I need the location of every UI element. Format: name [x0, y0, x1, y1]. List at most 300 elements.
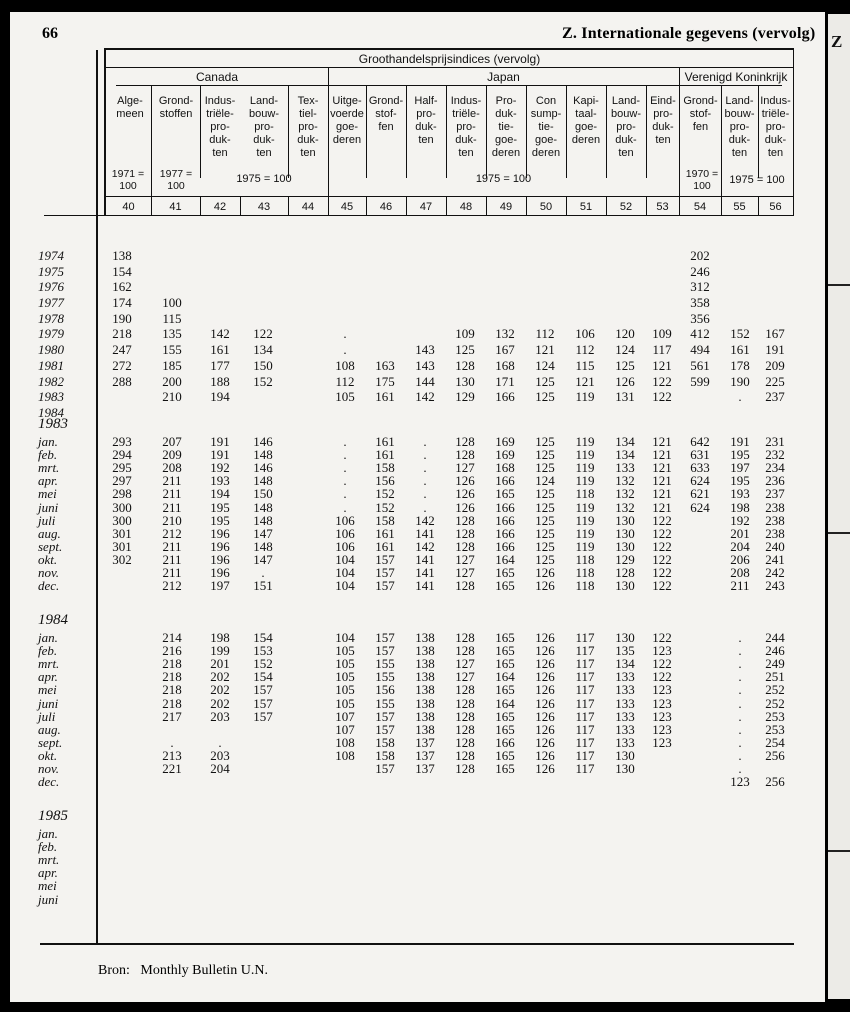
cell-col-50: 121 [535, 342, 555, 357]
cell-col-53: 121 [652, 486, 672, 501]
cell-col-51: 118 [575, 578, 595, 593]
cell-col-54: 246 [690, 264, 710, 279]
cell-col-42: 193 [210, 473, 230, 488]
cell-col-42: 196 [210, 552, 230, 567]
cell-col-46: 156 [375, 682, 395, 697]
binding-mark [828, 284, 850, 286]
cell-col-45: 107 [335, 709, 355, 724]
base-label-uk: 1975 = 100 [729, 174, 785, 186]
month-row-label: jan. [38, 630, 58, 645]
cell-col-54: 599 [690, 374, 710, 389]
cell-col-49: 167 [495, 342, 515, 357]
cell-col-50: 126 [535, 669, 555, 684]
month-row-label: jan. [38, 826, 58, 841]
cell-col-50: 126 [535, 748, 555, 763]
cell-col-50: 125 [535, 389, 555, 404]
cell-col-42: 198 [210, 630, 230, 645]
cell-col-54: 412 [690, 326, 710, 341]
year-row-label: 1976 [38, 279, 64, 294]
col-header-45: Uitge- voerde goe- deren [330, 95, 364, 146]
cell-col-50: 125 [535, 526, 555, 541]
cell-col-42: 191 [210, 434, 230, 449]
cell-col-50: 126 [535, 696, 555, 711]
cell-col-56: 246 [765, 643, 785, 658]
year-row-label: 1977 [38, 295, 64, 310]
month-row-label: jan. [38, 434, 58, 449]
cell-col-46: 161 [375, 434, 395, 449]
cell-col-51: 119 [575, 539, 595, 554]
cell-col-46: 157 [375, 552, 395, 567]
cell-col-50: 126 [535, 761, 555, 776]
cell-col-56: 242 [765, 565, 785, 580]
year-row-label: 1980 [38, 342, 64, 357]
cell-col-52: 133 [615, 669, 635, 684]
cell-col-42: 203 [210, 709, 230, 724]
cell-col-50: 126 [535, 709, 555, 724]
cell-col-41: 212 [162, 526, 182, 541]
cell-col-47: 137 [415, 735, 435, 750]
cell-col-41: 208 [162, 460, 182, 475]
base-label-canada: 1975 = 100 [236, 173, 292, 185]
column-number: 50 [539, 201, 553, 213]
cell-col-46: 161 [375, 389, 395, 404]
cell-col-47: . [423, 486, 427, 501]
cell-col-48: 128 [455, 513, 475, 528]
cell-col-49: 164 [495, 552, 515, 567]
cell-col-56: 253 [765, 709, 785, 724]
cell-col-52: 134 [615, 434, 635, 449]
cell-col-56: 252 [765, 682, 785, 697]
cell-col-55: . [738, 761, 742, 776]
cell-col-52: 130 [615, 748, 635, 763]
cell-col-41: 211 [162, 473, 182, 488]
cell-col-55: . [738, 722, 742, 737]
cell-col-46: 158 [375, 748, 395, 763]
cell-col-43: 153 [253, 643, 273, 658]
cell-col-46: 157 [375, 761, 395, 776]
cell-col-45: 105 [335, 696, 355, 711]
month-row-label: mei [38, 878, 57, 893]
cell-col-45: 107 [335, 722, 355, 737]
cell-col-46: 175 [375, 374, 395, 389]
cell-col-56: 253 [765, 722, 785, 737]
cell-col-54: 621 [690, 486, 710, 501]
cell-col-43: 134 [253, 342, 273, 357]
cell-col-52: 130 [615, 539, 635, 554]
cell-col-51: 119 [575, 526, 595, 541]
cell-col-51: 118 [575, 552, 595, 567]
cell-col-48: 128 [455, 709, 475, 724]
column-number: 52 [619, 201, 633, 213]
cell-col-55: 195 [730, 447, 750, 462]
cell-col-56: 238 [765, 526, 785, 541]
year-row-label: 1981 [38, 358, 64, 373]
cell-col-43: 151 [253, 578, 273, 593]
cell-col-45: . [343, 342, 347, 357]
cell-col-42: 161 [210, 342, 230, 357]
cell-col-49: 165 [495, 630, 515, 645]
cell-col-52: 130 [615, 526, 635, 541]
cell-col-42: 197 [210, 578, 230, 593]
cell-col-51: 118 [575, 486, 595, 501]
col-header-50: Con sump- tie- goe- deren [530, 95, 562, 159]
cell-col-41: 212 [162, 578, 182, 593]
cell-col-54: 624 [690, 500, 710, 515]
cell-col-54: 312 [690, 279, 710, 294]
cell-col-45: 106 [335, 526, 355, 541]
cell-col-47: 138 [415, 643, 435, 658]
cell-col-41: 100 [162, 295, 182, 310]
month-row-label: juli [38, 513, 56, 528]
month-row-label: aug. [38, 722, 61, 737]
cell-col-52: 133 [615, 460, 635, 475]
cell-col-55: . [738, 696, 742, 711]
group-header-uk: Verenigd Koninkrijk [684, 70, 788, 84]
cell-col-48: 128 [455, 447, 475, 462]
cell-col-55: 161 [730, 342, 750, 357]
cell-col-50: 124 [535, 473, 555, 488]
col-header-49: Pro- duk- tie- goe- deren [491, 95, 521, 159]
cell-col-56: 237 [765, 486, 785, 501]
col-header-52: Land- bouw- pro- duk- ten [611, 95, 641, 159]
cell-col-46: 157 [375, 565, 395, 580]
cell-col-50: 125 [535, 447, 555, 462]
month-row-label: mrt. [38, 852, 60, 867]
cell-col-47: . [423, 434, 427, 449]
cell-col-53: 122 [652, 578, 672, 593]
year-row-label: 1974 [38, 248, 64, 263]
cell-col-52: 130 [615, 513, 635, 528]
cell-col-40: 138 [112, 248, 132, 263]
cell-col-56: 249 [765, 656, 785, 671]
cell-col-52: 125 [615, 358, 635, 373]
cell-col-47: 138 [415, 682, 435, 697]
group-header-japan: Japan [487, 70, 520, 84]
cell-col-43: 148 [253, 447, 273, 462]
cell-col-55: 204 [730, 539, 750, 554]
cell-col-51: 117 [575, 682, 595, 697]
cell-col-45: 105 [335, 669, 355, 684]
cell-col-49: 165 [495, 643, 515, 658]
cell-col-42: 202 [210, 682, 230, 697]
cell-col-47: 143 [415, 342, 435, 357]
cell-col-47: 138 [415, 709, 435, 724]
cell-col-48: 126 [455, 486, 475, 501]
cell-col-47: 143 [415, 358, 435, 373]
cell-col-47: 142 [415, 539, 435, 554]
cell-col-48: 128 [455, 630, 475, 645]
cell-col-48: 128 [455, 578, 475, 593]
month-row-label: okt. [38, 552, 58, 567]
cell-col-46: 157 [375, 643, 395, 658]
column-number: 44 [301, 201, 315, 213]
cell-col-51: 117 [575, 709, 595, 724]
cell-col-46: 152 [375, 486, 395, 501]
cell-col-46: 152 [375, 500, 395, 515]
column-number: 51 [579, 201, 593, 213]
cell-col-47: 138 [415, 630, 435, 645]
cell-col-41: 218 [162, 669, 182, 684]
cell-col-49: 166 [495, 526, 515, 541]
cell-col-54: 494 [690, 342, 710, 357]
cell-col-52: 130 [615, 761, 635, 776]
cell-col-47: 138 [415, 656, 435, 671]
cell-col-50: 126 [535, 735, 555, 750]
cell-col-43: 152 [253, 374, 273, 389]
cell-col-41: 210 [162, 513, 182, 528]
cell-col-40: 295 [112, 460, 132, 475]
cell-col-52: 132 [615, 473, 635, 488]
cell-col-41: 211 [162, 486, 182, 501]
cell-col-48: 128 [455, 358, 475, 373]
column-number: 40 [122, 201, 135, 213]
cell-col-45: 108 [335, 735, 355, 750]
cell-col-42: 194 [210, 486, 230, 501]
cell-col-43: 146 [253, 460, 273, 475]
cell-col-48: 126 [455, 500, 475, 515]
cell-col-49: 169 [495, 434, 515, 449]
col-header-41: Grond- stoffen [158, 95, 194, 120]
cell-col-41: 213 [162, 748, 182, 763]
cell-col-45: 105 [335, 389, 355, 404]
cell-col-56: 241 [765, 552, 785, 567]
cell-col-56: 254 [765, 735, 785, 750]
cell-col-48: 128 [455, 761, 475, 776]
cell-col-49: 132 [495, 326, 515, 341]
cell-col-51: 121 [575, 374, 595, 389]
cell-col-55: 178 [730, 358, 750, 373]
source-note: Bron: Monthly Bulletin U.N. [98, 963, 268, 978]
cell-col-42: 188 [210, 374, 230, 389]
cell-col-45: . [343, 326, 347, 341]
cell-col-56: 240 [765, 539, 785, 554]
cell-col-56: 209 [765, 358, 785, 373]
cell-col-46: 161 [375, 526, 395, 541]
cell-col-53: 117 [652, 342, 672, 357]
cell-col-49: 164 [495, 696, 515, 711]
cell-col-50: 125 [535, 539, 555, 554]
cell-col-48: 125 [455, 342, 475, 357]
cell-col-55: 197 [730, 460, 750, 475]
cell-col-41: 200 [162, 374, 182, 389]
cell-col-52: 134 [615, 656, 635, 671]
cell-col-48: 127 [455, 669, 475, 684]
base-label-54: 1970 = 100 [685, 168, 719, 192]
cell-col-55: 191 [730, 434, 750, 449]
cell-col-45: 105 [335, 682, 355, 697]
cell-col-53: 121 [652, 358, 672, 373]
cell-col-47: 142 [415, 389, 435, 404]
cell-col-43: 150 [253, 358, 273, 373]
cell-col-56: 231 [765, 434, 785, 449]
cell-col-51: 117 [575, 748, 595, 763]
cell-col-50: 112 [535, 326, 555, 341]
cell-col-45: 106 [335, 539, 355, 554]
cell-col-56: 225 [765, 374, 785, 389]
cell-col-49: 165 [495, 486, 515, 501]
base-label-40: 1971 = 100 [111, 168, 145, 192]
cell-col-50: 126 [535, 682, 555, 697]
cell-col-53: 122 [652, 656, 672, 671]
cell-col-48: 127 [455, 656, 475, 671]
cell-col-53: 123 [652, 709, 672, 724]
cell-col-45: 106 [335, 513, 355, 528]
cell-col-45: . [343, 486, 347, 501]
cell-col-52: 133 [615, 696, 635, 711]
cell-col-55: . [738, 709, 742, 724]
col-header-42: Indus- triële- pro- duk- ten [204, 95, 236, 159]
cell-col-47: 141 [415, 552, 435, 567]
year-row-label: 1982 [38, 374, 64, 389]
base-label-japan: 1975 = 100 [475, 173, 532, 185]
cell-col-46: 155 [375, 669, 395, 684]
month-row-label: sept. [38, 539, 63, 554]
cell-col-56: 238 [765, 500, 785, 515]
cell-col-42: 201 [210, 656, 230, 671]
cell-col-54: 356 [690, 311, 710, 326]
cell-col-50: 126 [535, 656, 555, 671]
table-bottom-rule [40, 943, 794, 945]
cell-col-48: 128 [455, 526, 475, 541]
cell-col-47: 137 [415, 748, 435, 763]
cell-col-50: 124 [535, 358, 555, 373]
cell-col-43: 148 [253, 539, 273, 554]
cell-col-53: 122 [652, 630, 672, 645]
cell-col-48: 127 [455, 460, 475, 475]
cell-col-41: 218 [162, 696, 182, 711]
cell-col-48: 126 [455, 473, 475, 488]
year-row-label: 1978 [38, 311, 64, 326]
cell-col-40: 301 [112, 526, 132, 541]
cell-col-54: 202 [690, 248, 710, 263]
cell-col-45: 112 [335, 374, 355, 389]
cell-col-52: 131 [615, 389, 635, 404]
col-header-46: Grond- stof- fen [368, 95, 404, 133]
cell-col-49: 166 [495, 473, 515, 488]
cell-col-52: 126 [615, 374, 635, 389]
cell-col-47: 144 [415, 374, 435, 389]
col-header-43: Land- bouw- pro- duk- ten [249, 95, 279, 159]
cell-col-45: . [343, 500, 347, 515]
cell-col-48: 127 [455, 565, 475, 580]
cell-col-55: 192 [730, 513, 750, 528]
cell-col-53: 123 [652, 735, 672, 750]
cell-col-55: . [738, 656, 742, 671]
cell-col-56: 237 [765, 389, 785, 404]
cell-col-42: 196 [210, 539, 230, 554]
cell-col-47: . [423, 500, 427, 515]
cell-col-50: 125 [535, 486, 555, 501]
cell-col-45: 104 [335, 578, 355, 593]
cell-col-55: 152 [730, 326, 750, 341]
cell-col-40: 300 [112, 513, 132, 528]
month-row-label: dec. [38, 578, 60, 593]
column-number: 41 [169, 201, 182, 213]
cell-col-48: 128 [455, 682, 475, 697]
cell-col-48: 129 [455, 389, 475, 404]
year-row-label: 1975 [38, 264, 64, 279]
cell-col-43: 157 [253, 682, 273, 697]
cell-col-55: 193 [730, 486, 750, 501]
cell-col-43: 146 [253, 434, 273, 449]
cell-col-52: 133 [615, 722, 635, 737]
cell-col-49: 166 [495, 500, 515, 515]
cell-col-47: 142 [415, 513, 435, 528]
cell-col-41: 218 [162, 656, 182, 671]
column-number: 56 [769, 201, 782, 213]
cell-col-51: 117 [575, 696, 595, 711]
month-row-label: juni [38, 696, 59, 711]
cell-col-53: 121 [652, 447, 672, 462]
cell-col-51: 106 [575, 326, 595, 341]
cell-col-55: 201 [730, 526, 750, 541]
col-header-55: Land- bouw- pro- duk- ten [724, 95, 755, 159]
cell-col-40: 247 [112, 342, 132, 357]
cell-col-54: 633 [690, 460, 710, 475]
cell-col-49: 165 [495, 656, 515, 671]
cell-col-56: 256 [765, 774, 785, 789]
month-row-label: mei [38, 682, 57, 697]
col-header-51: Kapi- taal- goe- deren [571, 95, 601, 146]
cell-col-51: 118 [575, 565, 595, 580]
cell-col-49: 164 [495, 669, 515, 684]
cell-col-50: 126 [535, 643, 555, 658]
cell-col-49: 166 [495, 389, 515, 404]
cell-col-47: 137 [415, 761, 435, 776]
cell-col-46: 158 [375, 460, 395, 475]
column-number: 53 [656, 201, 669, 213]
cell-col-43: . [261, 565, 265, 580]
cell-col-51: 119 [575, 473, 595, 488]
month-row-label: juli [38, 709, 56, 724]
cell-col-49: 165 [495, 761, 515, 776]
cell-col-41: 135 [162, 326, 182, 341]
cell-col-45: 104 [335, 565, 355, 580]
col-header-47: Half- pro- duk- ten [414, 95, 438, 146]
cell-col-42: 194 [210, 389, 230, 404]
cell-col-40: 302 [112, 552, 132, 567]
cell-col-53: 121 [652, 460, 672, 475]
cell-col-41: 210 [162, 389, 182, 404]
cell-col-42: 191 [210, 447, 230, 462]
adjacent-page-edge [828, 14, 850, 999]
cell-col-43: 148 [253, 500, 273, 515]
cell-col-52: 128 [615, 565, 635, 580]
cell-col-46: 156 [375, 473, 395, 488]
cell-col-45: 108 [335, 748, 355, 763]
cell-col-51: 119 [575, 500, 595, 515]
cell-col-53: 122 [652, 513, 672, 528]
cell-col-54: 358 [690, 295, 710, 310]
cell-col-52: 133 [615, 735, 635, 750]
cell-col-56: 236 [765, 473, 785, 488]
cell-col-49: 165 [495, 578, 515, 593]
cell-col-52: 124 [615, 342, 635, 357]
cell-col-49: 165 [495, 722, 515, 737]
binding-mark [828, 532, 850, 534]
cell-col-49: 166 [495, 735, 515, 750]
cell-col-50: 125 [535, 460, 555, 475]
cell-col-53: 122 [652, 374, 672, 389]
cell-col-41: 207 [162, 434, 182, 449]
cell-col-55: 190 [730, 374, 750, 389]
cell-col-41: 155 [162, 342, 182, 357]
cell-col-47: 141 [415, 526, 435, 541]
column-number: 45 [340, 201, 354, 213]
cell-col-55: . [738, 643, 742, 658]
cell-col-43: 150 [253, 486, 273, 501]
month-row-label: mei [38, 486, 57, 501]
